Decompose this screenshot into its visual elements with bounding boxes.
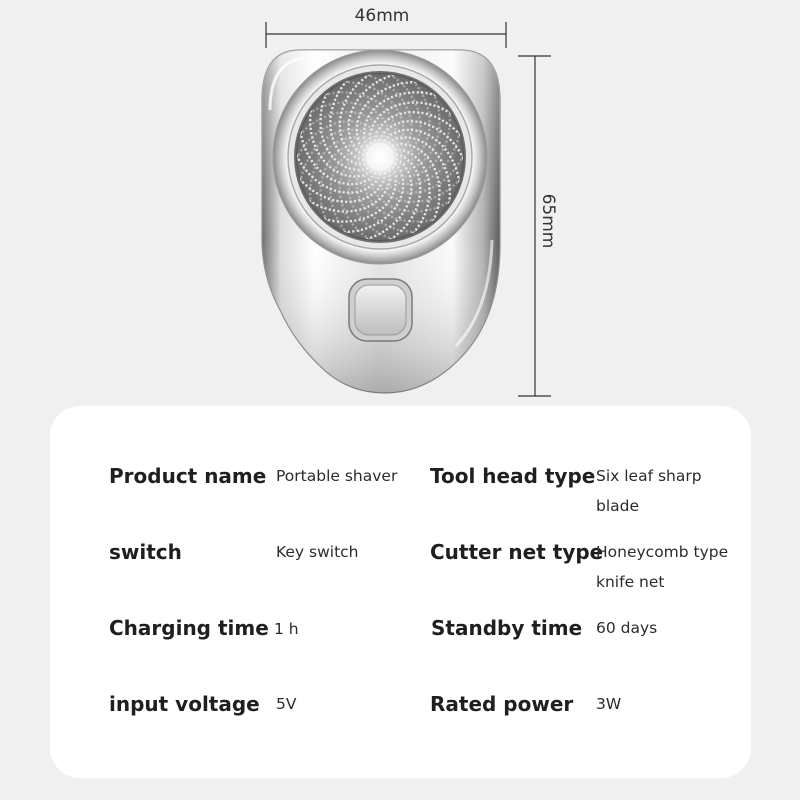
spec-row [50, 459, 751, 519]
specifications-card [50, 406, 751, 778]
cutter-head [273, 50, 487, 264]
spec-value: Honeycomb type knife net [596, 543, 729, 591]
spec-row [50, 536, 751, 596]
spec-label: Charging time [109, 616, 269, 640]
spec-label: Product name [109, 464, 267, 488]
spec-value: 5V [276, 695, 297, 713]
spec-value: Six leaf sharp blade [596, 467, 702, 515]
spec-row [50, 612, 751, 672]
spec-value: 3W [596, 695, 622, 713]
spec-row [50, 688, 751, 748]
spec-value: 60 days [596, 619, 658, 637]
spec-label: Tool head type [430, 464, 596, 488]
spec-label: Rated power [430, 692, 574, 716]
spec-value: Key switch [276, 543, 359, 561]
spec-label: input voltage [109, 692, 260, 716]
width-dimension-label: 46mm [354, 6, 410, 26]
spec-value: Portable shaver [276, 467, 398, 485]
power-button [349, 279, 412, 341]
spec-label: Standby time [431, 616, 583, 640]
spec-value: 1 h [274, 620, 299, 638]
height-dimension-label: 65mm [538, 193, 558, 249]
spec-label: switch [109, 540, 182, 564]
spec-label: Cutter net type [430, 540, 604, 564]
